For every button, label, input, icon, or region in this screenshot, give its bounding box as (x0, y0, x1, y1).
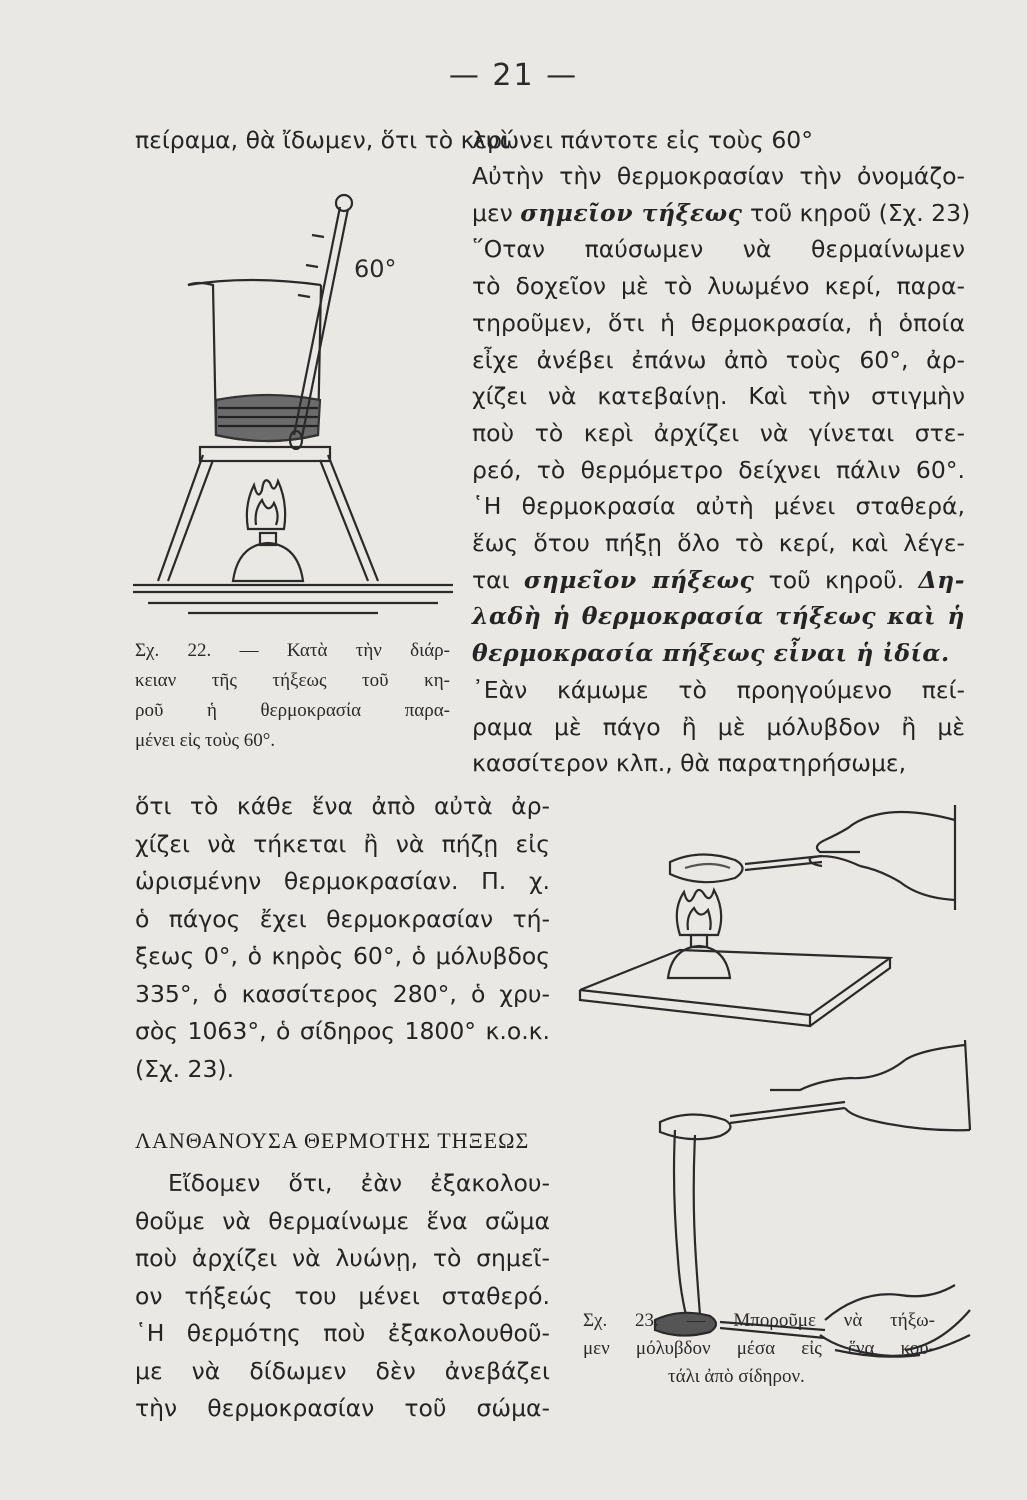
text-line: μένει εἰς τοὺς 60°. (135, 730, 276, 751)
text-line: πείραμα, θὰ ἴδωμεν, ὅτι τὸ κερὶ (135, 126, 511, 154)
text-span: τοῦ κηροῦ (Σχ. 23) (742, 198, 971, 227)
text-line: ἕως ὅτου πήξῃ ὅλο τὸ κερί, καὶ λέγε- (472, 529, 965, 557)
text-line: ὡρισμένην θερμοκρασίαν. Π. χ. (135, 867, 550, 895)
text-line: ποὺ ἀρχίζει νὰ λυώνῃ, τὸ σημεῖ- (135, 1244, 550, 1272)
text-line: ραμα μὲ πάγο ἢ μὲ μόλυβδον ἢ μὲ (472, 712, 965, 741)
thermometer-60-label: 60° (354, 255, 397, 283)
text-line: ῾Η θερμοκρασία αὐτὴ μένει σταθερά, (472, 492, 965, 521)
text-line: τηροῦμεν, ὅτι ἡ θερμοκρασία, ἡ ὁποία (472, 308, 965, 337)
text-line (472, 598, 965, 634)
text-line: ῾Η θερμότης ποὺ ἐξακολουθοῦ- (135, 1319, 550, 1347)
text-line: εἶχε ἀνέβει ἐπάνω ἀπὸ τοὺς 60°, ἀρ- (472, 345, 965, 374)
text-line: μεν μόλυβδον μέσα εἰς ἕνα κου- (583, 1338, 935, 1359)
text-line: τὴν θερμοκρασίαν τοῦ σώμα- (135, 1394, 550, 1422)
text-line: τὸ δοχεῖον μὲ τὸ λυωμένο κερί, παρα- (472, 272, 965, 301)
emphasis-text: λαδὴ ἡ θερμοκρασία τήξεως καὶ ἡ (472, 602, 965, 631)
text-line: ὅτι τὸ κάθε ἕνα ἀπὸ αὐτὰ ἀρ- (135, 792, 550, 820)
figure-22-beaker-illustration (128, 185, 458, 625)
text-line: Εἴδομεν ὅτι, ἐὰν ἐξακολου- (168, 1169, 550, 1197)
text-line: ποὺ τὸ κερὶ ἀρχίζει νὰ γίνεται στε- (472, 418, 965, 447)
text-line: (Σχ. 23). (135, 1054, 235, 1083)
text-line: Σχ. 23. — Μποροῦμε νὰ τήξω- (583, 1310, 935, 1331)
text-line: ξεως 0°, ὁ κηρὸς 60°, ὁ μόλυβδος (135, 942, 550, 970)
text-line: Σχ. 22. — Κατὰ τὴν διάρ- (135, 640, 450, 661)
text-line: με νὰ δίδωμεν δὲν ἀνεβάζει (135, 1356, 550, 1385)
text-line: κασσίτερον κλπ., θὰ παρατηρήσωμε, (472, 749, 907, 778)
text-line: χίζει νὰ τήκεται ἢ νὰ πήζῃ εἰς (135, 829, 550, 858)
text-line: ὁ πάγος ἔχει θερμοκρασίαν τή- (135, 904, 550, 933)
text-line: τάλι ἀπὸ σίδηρον. (668, 1366, 805, 1387)
text-line (472, 635, 965, 671)
text-line (472, 195, 971, 231)
text-line: ῞Οταν παύσωμεν νὰ θερμαίνωμεν (472, 235, 965, 264)
text-line: ον τήξεώς του μένει σταθερό. (135, 1281, 550, 1310)
text-line: Αὐτὴν τὴν θερμοκρασίαν τὴν ὀνομάζο- (472, 162, 965, 190)
page-number: — 21 — (448, 58, 579, 93)
text-line: ᾿Εὰν κάμωμε τὸ προηγούμενο πεί- (472, 675, 965, 704)
emphasis-text: σημεῖον πήξεως (523, 565, 755, 594)
text-line: ροῦ ἡ θερμοκρασία παρα- (135, 700, 450, 721)
text-line: κειαν τῆς τήξεως τοῦ κη- (135, 670, 450, 691)
text-line: ρεό, τὸ θερμόμετρο δείχνει πάλιν 60°. (472, 455, 965, 484)
text-line: χίζει νὰ κατεβαίνῃ. Καὶ τὴν στιγμὴν (472, 382, 965, 411)
text-line: σὸς 1063°, ὁ σίδηρος 1800° κ.ο.κ. (135, 1017, 550, 1045)
text-span: τοῦ κηροῦ. (754, 565, 919, 594)
text-line: θοῦμε νὰ θερμαίνωμε ἕνα σῶμα (135, 1206, 550, 1235)
text-line: λυώνει πάντοτε εἰς τοὺς 60° (472, 126, 814, 154)
section-heading: ΛΑΝΘΑΝΟΥΣΑ ΘΕΡΜΟΤΗΣ ΤΗΞΕΩΣ (135, 1128, 530, 1153)
text-line: 335°, ὁ κασσίτερος 280°, ὁ χρυ- (135, 979, 550, 1008)
emphasis-text: θερμοκρασία πήξεως εἶναι ἡ ἰδία. (472, 639, 950, 668)
text-line (472, 562, 965, 598)
text-span: μεν (472, 198, 521, 227)
text-span: ται (472, 565, 524, 594)
emphasis-text: Δη- (918, 565, 966, 594)
emphasis-text: σημεῖον τήξεως (520, 198, 743, 227)
